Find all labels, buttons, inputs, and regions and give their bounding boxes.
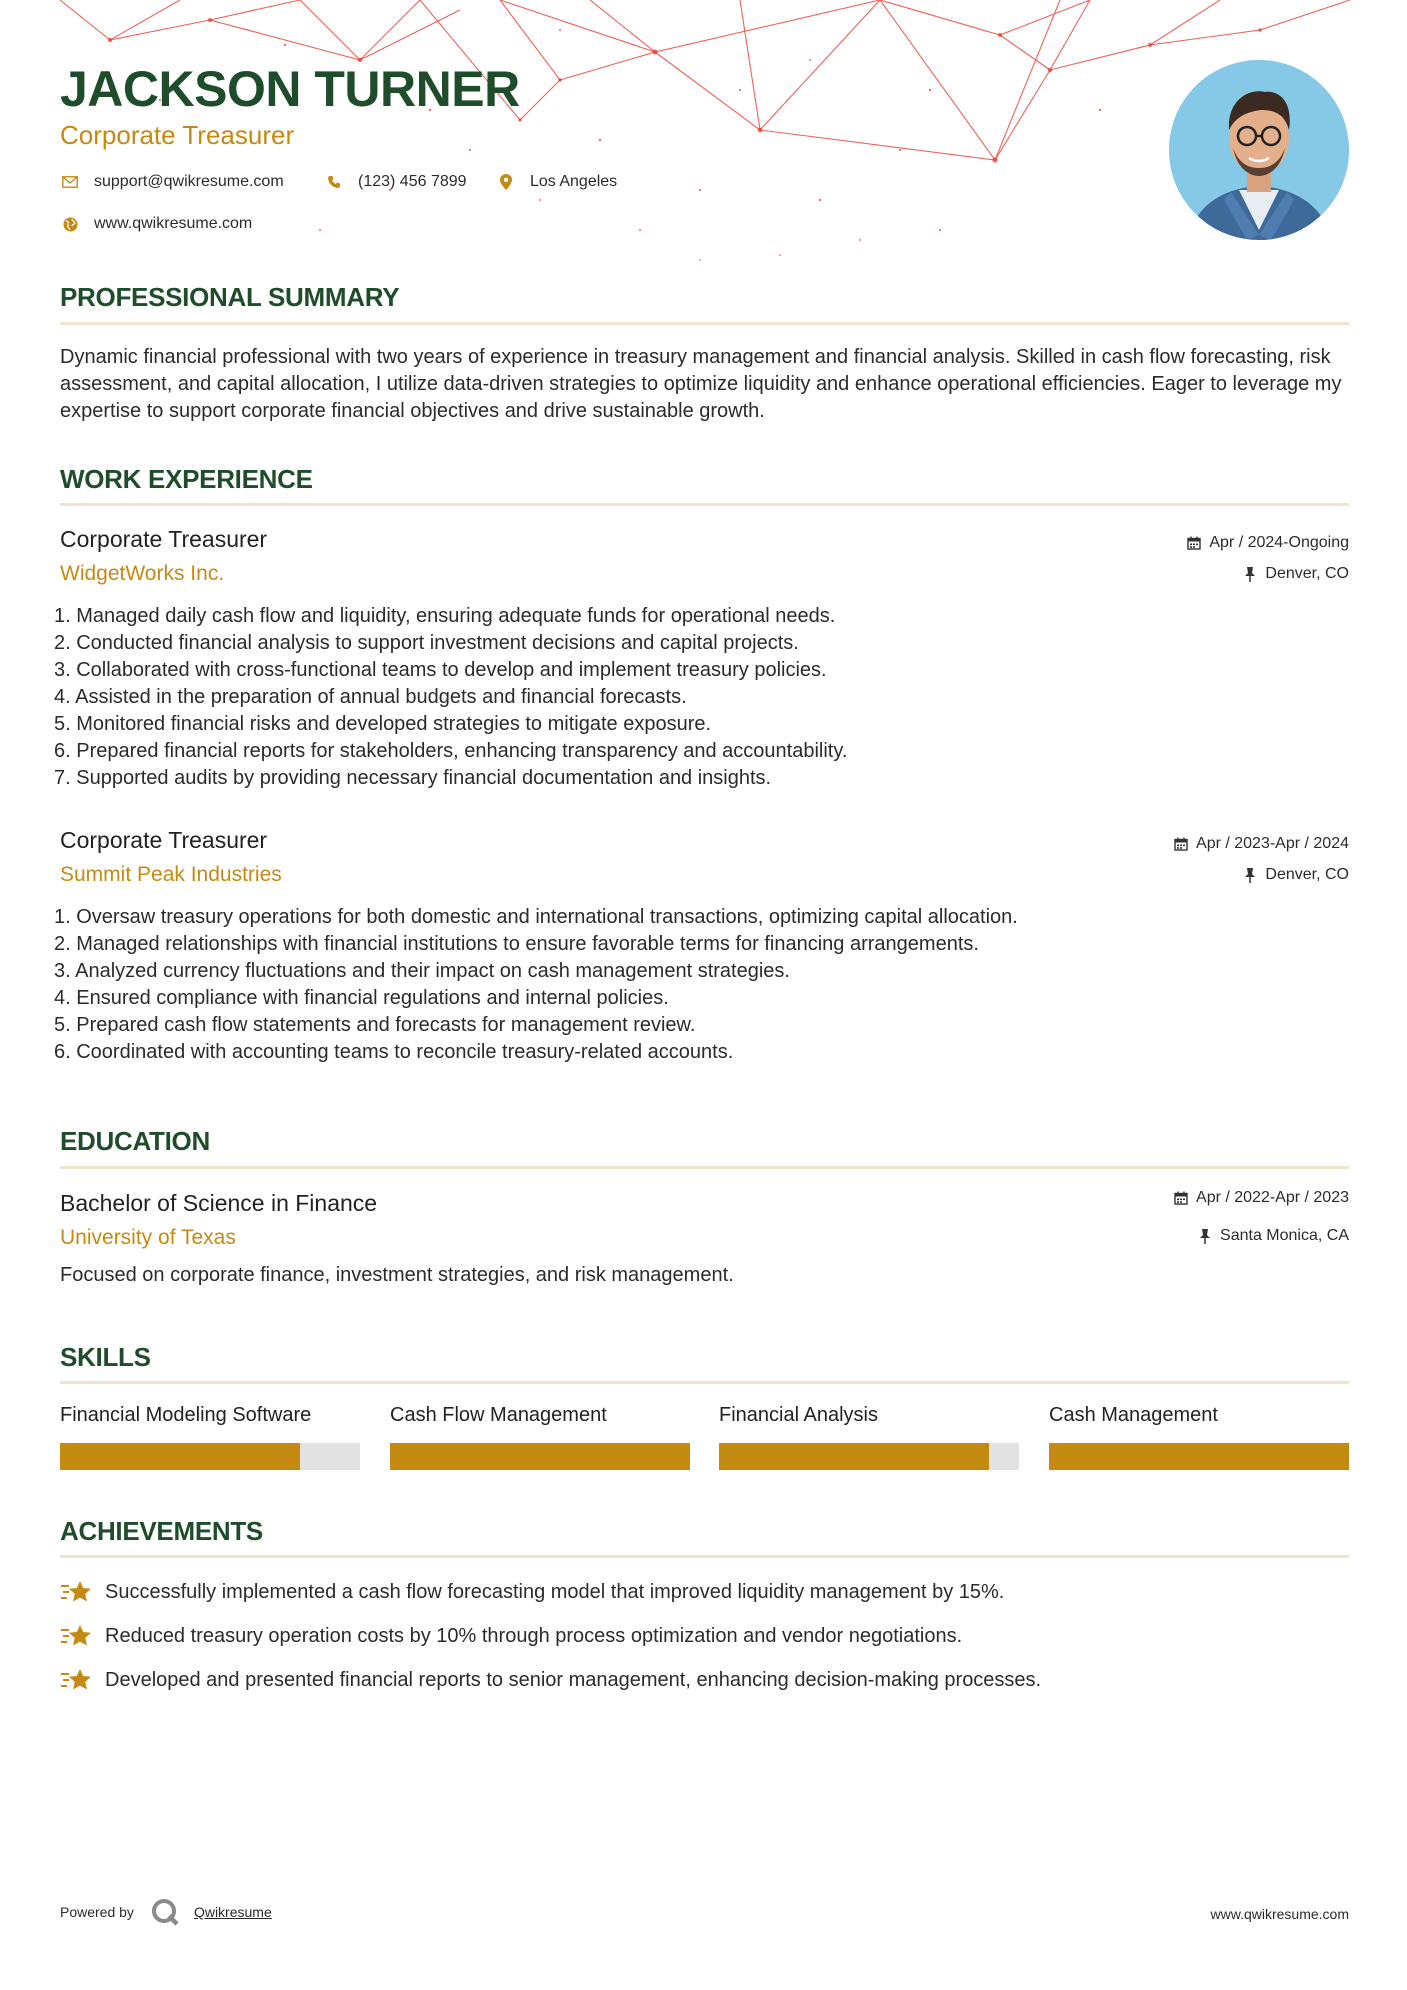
skill-item	[390, 1404, 690, 1427]
list-item: 1. Oversaw treasury operations for both domestic and international transactions, optimizing capital allocation.	[54, 906, 1018, 928]
contact-location	[496, 172, 617, 192]
skill-bar-track	[60, 1443, 360, 1470]
skill-name: Cash Flow Management	[390, 1404, 607, 1426]
list-item: 3. Collaborated with cross-functional teams to develop and implement treasury policies.	[54, 659, 827, 681]
contact-phone-text: (123) 456 7899	[358, 173, 467, 190]
summary-text: Dynamic financial professional with two years of experience in treasury management and financial analysis. Skilled in cash flow forecasting, risk assessment, and capital allocation, I utilize data-driven strategies to optimize liquidity and enhance operational efficiencies. Eager to leverage my expertise to support corporate financial objectives and drive sustainable growth.	[60, 346, 1342, 422]
calendar-icon	[1186, 535, 1202, 551]
section-divider	[60, 1381, 1349, 1384]
job-company: WidgetWorks Inc.	[60, 562, 225, 585]
calendar-icon	[1173, 1190, 1189, 1206]
contact-website-text: www.qwikresume.com	[94, 215, 253, 232]
skill-item	[60, 1404, 360, 1427]
skill-bar-track	[719, 1443, 1019, 1470]
skill-name: Cash Management	[1049, 1404, 1218, 1426]
list-item: 6. Prepared financial reports for stakeholders, enhancing transparency and accountability.	[54, 740, 848, 762]
achievement-text: Reduced treasury operation costs by 10% through process optimization and vendor negotiations.	[105, 1624, 963, 1647]
calendar-icon	[1173, 836, 1189, 852]
list-item: 2. Conducted financial analysis to support investment decisions and capital projects.	[54, 632, 799, 654]
job-dates-text: Apr / 2023-Apr / 2024	[1196, 835, 1349, 852]
summary-heading: PROFESSIONAL SUMMARY	[60, 282, 400, 312]
pushpin-icon	[1242, 566, 1258, 582]
job-title: Corporate Treasurer	[60, 827, 268, 853]
job-bullets	[54, 904, 1343, 1066]
skill-bar-track	[390, 1443, 690, 1470]
job-location	[1242, 565, 1349, 583]
job-location-text: Denver, CO	[1265, 866, 1349, 883]
achievement-item	[60, 1622, 962, 1650]
job-title: Corporate Treasurer	[60, 526, 268, 552]
list-item: 7. Supported audits by providing necessary financial documentation and insights.	[54, 767, 772, 789]
list-item: 4. Ensured compliance with financial regulations and internal policies.	[54, 987, 669, 1009]
list-item: 5. Prepared cash flow statements and forecasts for management review.	[54, 1014, 696, 1036]
education-location	[1197, 1227, 1349, 1245]
skill-name: Financial Analysis	[719, 1404, 878, 1426]
list-item: 3. Analyzed currency fluctuations and their impact on cash management strategies.	[54, 960, 790, 982]
qwikresume-link[interactable]: Qwikresume	[193, 1904, 272, 1920]
footer-powered-by	[60, 1897, 272, 1927]
achievements-heading: ACHIEVEMENTS	[60, 1516, 263, 1546]
education-description: Focused on corporate finance, investment strategies, and risk management.	[60, 1264, 734, 1286]
contact-location-text: Los Angeles	[530, 173, 618, 190]
section-divider	[60, 1555, 1349, 1558]
globe-icon	[60, 214, 80, 234]
education-dates-text: Apr / 2022-Apr / 2023	[1196, 1189, 1349, 1206]
skill-bar-fill	[390, 1443, 690, 1470]
job-dates	[1186, 534, 1349, 552]
skills-heading: SKILLS	[60, 1342, 151, 1372]
job-dates	[1173, 835, 1349, 853]
skill-bar-fill	[719, 1443, 989, 1470]
star-award-icon	[60, 1622, 92, 1650]
list-item: 1. Managed daily cash flow and liquidity, ensuring adequate funds for operational needs.	[54, 605, 836, 627]
candidate-name: JACKSON TURNER	[60, 61, 520, 117]
pushpin-icon	[1242, 867, 1258, 883]
job-company: Summit Peak Industries	[60, 863, 282, 886]
qwikresume-logo-icon	[150, 1897, 180, 1927]
contact-email-text: support@qwikresume.com	[94, 173, 284, 190]
pushpin-icon	[1197, 1228, 1213, 1244]
list-item: 6. Coordinated with accounting teams to reconcile treasury-related accounts.	[54, 1041, 734, 1063]
star-award-icon	[60, 1666, 92, 1694]
list-item: 4. Assisted in the preparation of annual budgets and financial forecasts.	[54, 686, 687, 708]
candidate-role: Corporate Treasurer	[60, 120, 295, 150]
job-location-text: Denver, CO	[1265, 565, 1349, 582]
contact-email[interactable]	[60, 172, 284, 192]
job-location	[1242, 866, 1349, 884]
job-dates-text: Apr / 2024-Ongoing	[1209, 534, 1349, 551]
skill-bar-track	[1049, 1443, 1349, 1470]
section-divider	[60, 503, 1349, 506]
school-name: University of Texas	[60, 1226, 236, 1249]
achievement-text: Developed and presented financial reports to senior management, enhancing decision-making processes.	[105, 1668, 1042, 1691]
list-item: 5. Monitored financial risks and developed strategies to mitigate exposure.	[54, 713, 712, 735]
section-divider	[60, 322, 1349, 325]
powered-by-label: Powered by	[60, 1904, 134, 1920]
education-heading: EDUCATION	[60, 1126, 210, 1156]
achievement-text: Successfully implemented a cash flow forecasting model that improved liquidity management by 15%.	[105, 1580, 1005, 1603]
skill-item	[719, 1404, 1019, 1427]
mail-icon	[60, 172, 80, 192]
education-dates	[1173, 1189, 1349, 1207]
skill-name: Financial Modeling Software	[60, 1404, 312, 1426]
profile-photo	[1169, 60, 1349, 240]
skill-bar-fill	[60, 1443, 300, 1470]
phone-icon	[324, 172, 344, 192]
skill-item	[1049, 1404, 1349, 1427]
contact-phone[interactable]	[324, 172, 467, 192]
achievement-item	[60, 1578, 1004, 1606]
degree-title: Bachelor of Science in Finance	[60, 1190, 378, 1216]
list-item: 2. Managed relationships with financial institutions to ensure favorable terms for financing arrangements.	[54, 933, 979, 955]
footer-website-link[interactable]: www.qwikresume.com	[1210, 1906, 1349, 1922]
contact-website[interactable]	[60, 214, 252, 234]
skill-bar-fill	[1049, 1443, 1349, 1470]
education-location-text: Santa Monica, CA	[1220, 1227, 1349, 1244]
job-bullets	[54, 603, 1343, 792]
experience-heading: WORK EXPERIENCE	[60, 464, 313, 494]
star-award-icon	[60, 1578, 92, 1606]
location-pin-icon	[496, 172, 516, 192]
section-divider	[60, 1166, 1349, 1169]
achievement-item	[60, 1666, 1041, 1694]
